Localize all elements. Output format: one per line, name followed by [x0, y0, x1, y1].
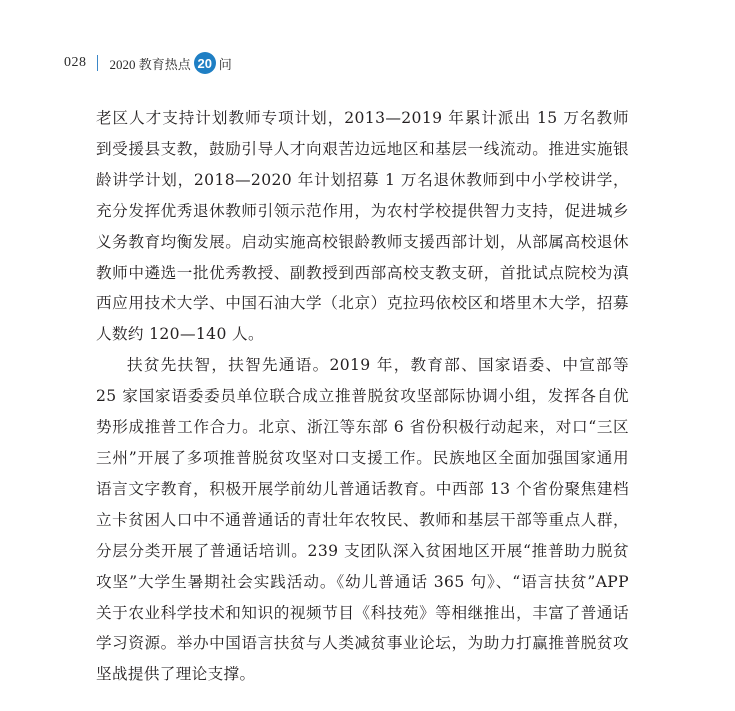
paragraph-continued: 老区人才支持计划教师专项计划，2013—2019 年累计派出 15 万名教师到受援县支教，鼓励引导人才向艰苦边远地区和基层一线流动。推进实施银龄讲学计划，2018—2020 年计划招募 1 万名退休教师到中小学校讲学，充分发挥优秀退休教师引领示范作用，为农村学校提供智力支持，促进城乡义务教育均衡发展。启动实施高校银龄教师支援西部计划，从部属高校退休教师中遴选一批优秀教授、副教授到西部高校支教支研，首批试点院校为滇西应用技术大学、中国石油大学（北京）克拉玛依校区和塔里木大学，招募人数约 120—140 人。: [96, 109, 629, 344]
book-title-prefix: 2020 教育热点: [109, 56, 191, 72]
paragraph-language-poverty-alleviation: 扶贫先扶智，扶智先通语。2019 年，教育部、国家语委、中宣部等 25 家国家语委委员单位联合成立推普脱贫攻坚部际协调小组，发挥各自优势形成推普工作合力。北京、浙江等东部 6 省份积极行动起来，对口“三区三州”开展了多项推普脱贫攻坚对口支援工作。民族地区全面加强国家通用语言文字教育，积极开展学前幼儿普通话教育。中西部 13 个省份聚焦建档立卡贫困人口中不通普通话的青壮年农牧民、教师和基层干部等重点人群，分层分类开展了普通话培训。239 支团队深入贫困地区开展“推普助力脱贫攻坚”大学生暑期社会实践活动。《幼儿普通话 365 句》、“语言扶贫”APP 关于农业科学技术和知识的视频节目《科技苑》等相继推出，丰富了普通话学习资源。举办中国语言扶贫与人类减贫事业论坛，为助力打赢推普脱贫攻坚战提供了理论支撑。: [96, 356, 629, 684]
page-number: 028: [64, 55, 87, 70]
header-divider: [97, 55, 98, 71]
book-title: [110, 52, 232, 74]
book-title-badge: 20: [194, 52, 216, 74]
page-body: [96, 103, 629, 690]
running-header: [64, 50, 232, 76]
book-title-suffix: 问: [218, 56, 232, 72]
